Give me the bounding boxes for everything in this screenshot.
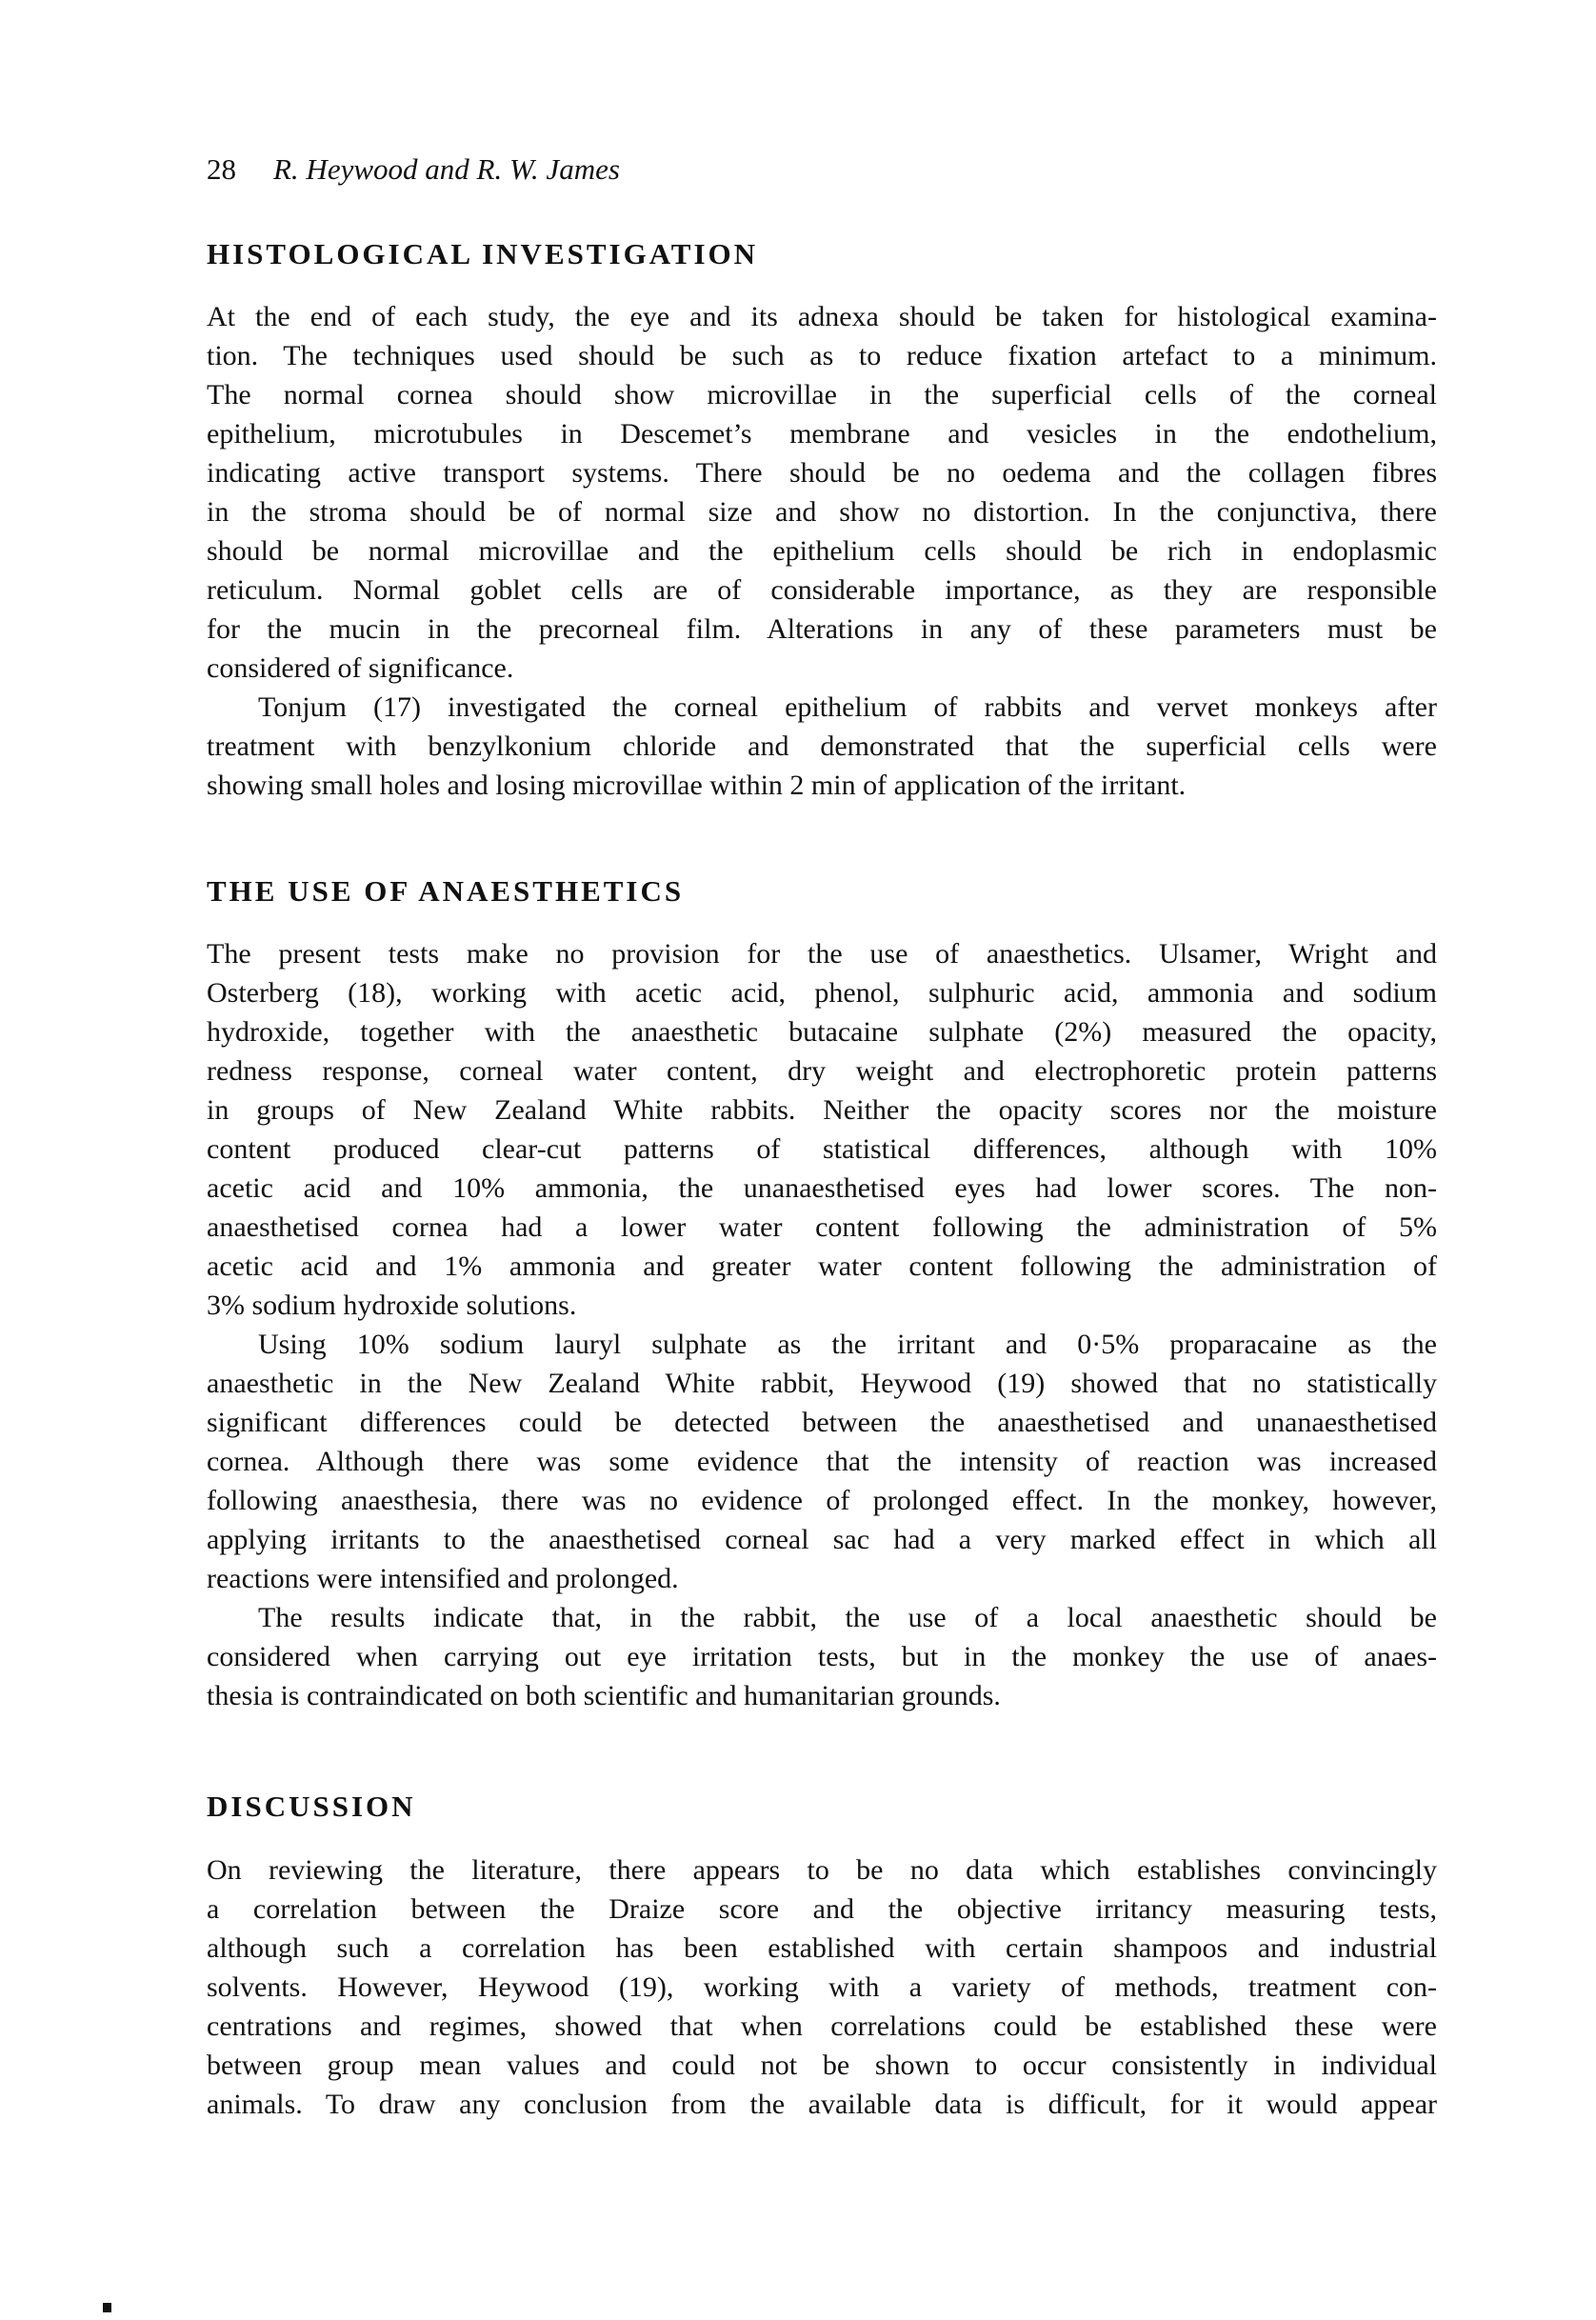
text-line: anaesthetised cornea had a lower water content following the administration of 5%: [207, 1211, 1437, 1243]
text-line: considered when carrying out eye irritation tests, but in the monkey the use of anaes-: [207, 1641, 1437, 1672]
paragraph: [207, 297, 1437, 688]
section-heading-discussion: DISCUSSION: [207, 1790, 416, 1823]
text-line: 3% sodium hydroxide solutions.: [207, 1290, 577, 1321]
text-line: indicating active transport systems. There should be no oedema and the collagen fibres: [207, 457, 1437, 489]
text-line: for the mucin in the precorneal film. Alterations in any of these parameters must be: [207, 613, 1437, 645]
section-heading-use-of-anaesthetics: THE USE OF ANAESTHETICS: [207, 874, 685, 908]
text-line: On reviewing the literature, there appears to be no data which establishes convincingly: [207, 1854, 1437, 1886]
section-body-histological-investigation: [207, 297, 1437, 805]
text-line: a correlation between the Draize score and the objective irritancy measuring tests,: [207, 1893, 1437, 1925]
text-line: redness response, corneal water content, dry weight and electrophoretic protein patterns: [207, 1055, 1437, 1087]
text-line: The results indicate that, in the rabbit, the use of a local anaesthetic should be: [258, 1602, 1437, 1633]
text-line: in groups of New Zealand White rabbits. Neither the opacity scores nor the moisture: [207, 1094, 1437, 1126]
text-line: although such a correlation has been established with certain shampoos and industrial: [207, 1932, 1437, 1964]
text-line: hydroxide, together with the anaesthetic butacaine sulphate (2%) measured the opacity,: [207, 1016, 1437, 1048]
text-line: The normal cornea should show microvillae in the superficial cells of the corneal: [207, 379, 1437, 410]
text-line: content produced clear-cut patterns of statistical differences, although with 10%: [207, 1133, 1437, 1165]
text-line: in the stroma should be of normal size and show no distortion. In the conjunctiva, there: [207, 496, 1437, 528]
text-line: treatment with benzylkonium chloride and demonstrated that the superficial cells were: [207, 730, 1437, 762]
text-line: solvents. However, Heywood (19), working with a variety of methods, treatment con-: [207, 1971, 1437, 2003]
print-mark: [103, 2303, 111, 2312]
paragraph: [207, 688, 1437, 805]
text-line: centrations and regimes, showed that when correlations could be established these were: [207, 2010, 1437, 2042]
text-line: between group mean values and could not be shown to occur consistently in individual: [207, 2050, 1437, 2081]
text-line: following anaesthesia, there was no evidence of prolonged effect. In the monkey, however,: [207, 1485, 1437, 1516]
text-line: acetic acid and 1% ammonia and greater water content following the administration of: [207, 1250, 1437, 1282]
section-body-use-of-anaesthetics: [207, 934, 1437, 1715]
text-line: animals. To draw any conclusion from the available data is difficult, for it would appear: [207, 2089, 1437, 2120]
text-line: The present tests make no provision for the use of anaesthetics. Ulsamer, Wright and: [207, 938, 1437, 970]
text-line: At the end of each study, the eye and its adnexa should be taken for histological examina-: [207, 301, 1437, 332]
text-line: significant differences could be detected between the anaesthetised and unanaesthetised: [207, 1407, 1437, 1438]
text-line: Tonjum (17) investigated the corneal epithelium of rabbits and vervet monkeys after: [258, 691, 1437, 723]
paragraph: [207, 1598, 1437, 1715]
text-line: reactions were intensified and prolonged.: [207, 1563, 679, 1594]
section-body-discussion: [207, 1850, 1437, 2124]
text-line: considered of significance.: [207, 652, 514, 684]
text-line: should be normal microvillae and the epithelium cells should be rich in endoplasmic: [207, 535, 1437, 567]
text-line: tion. The techniques used should be such as to reduce fixation artefact to a minimum.: [207, 340, 1437, 371]
text-line: Osterberg (18), working with acetic acid, phenol, sulphuric acid, ammonia and sodium: [207, 977, 1437, 1009]
text-line: showing small holes and losing microvillae within 2 min of application of the irritant.: [207, 770, 1187, 801]
paragraph: [207, 934, 1437, 1325]
text-line: cornea. Although there was some evidence that the intensity of reaction was increased: [207, 1446, 1437, 1477]
text-line: reticulum. Normal goblet cells are of considerable importance, as they are responsible: [207, 574, 1437, 606]
page-number: 28: [207, 152, 236, 186]
running-header: [207, 150, 620, 189]
text-line: anaesthetic in the New Zealand White rabbit, Heywood (19) showed that no statistically: [207, 1368, 1437, 1399]
text-line: acetic acid and 10% ammonia, the unanaesthetised eyes had lower scores. The non-: [207, 1172, 1437, 1204]
text-line: applying irritants to the anaesthetised corneal sac had a very marked effect in which all: [207, 1524, 1437, 1555]
text-line: thesia is contraindicated on both scientific and humanitarian grounds.: [207, 1680, 1001, 1711]
text-line: Using 10% sodium lauryl sulphate as the irritant and 0·5% proparacaine as the: [258, 1329, 1437, 1360]
running-header-authors: R. Heywood and R. W. James: [273, 152, 620, 186]
paragraph: [207, 1325, 1437, 1598]
text-line: epithelium, microtubules in Descemet’s membrane and vesicles in the endothelium,: [207, 418, 1437, 450]
section-heading-histological-investigation: HISTOLOGICAL INVESTIGATION: [207, 237, 759, 270]
paragraph: [207, 1850, 1437, 2124]
